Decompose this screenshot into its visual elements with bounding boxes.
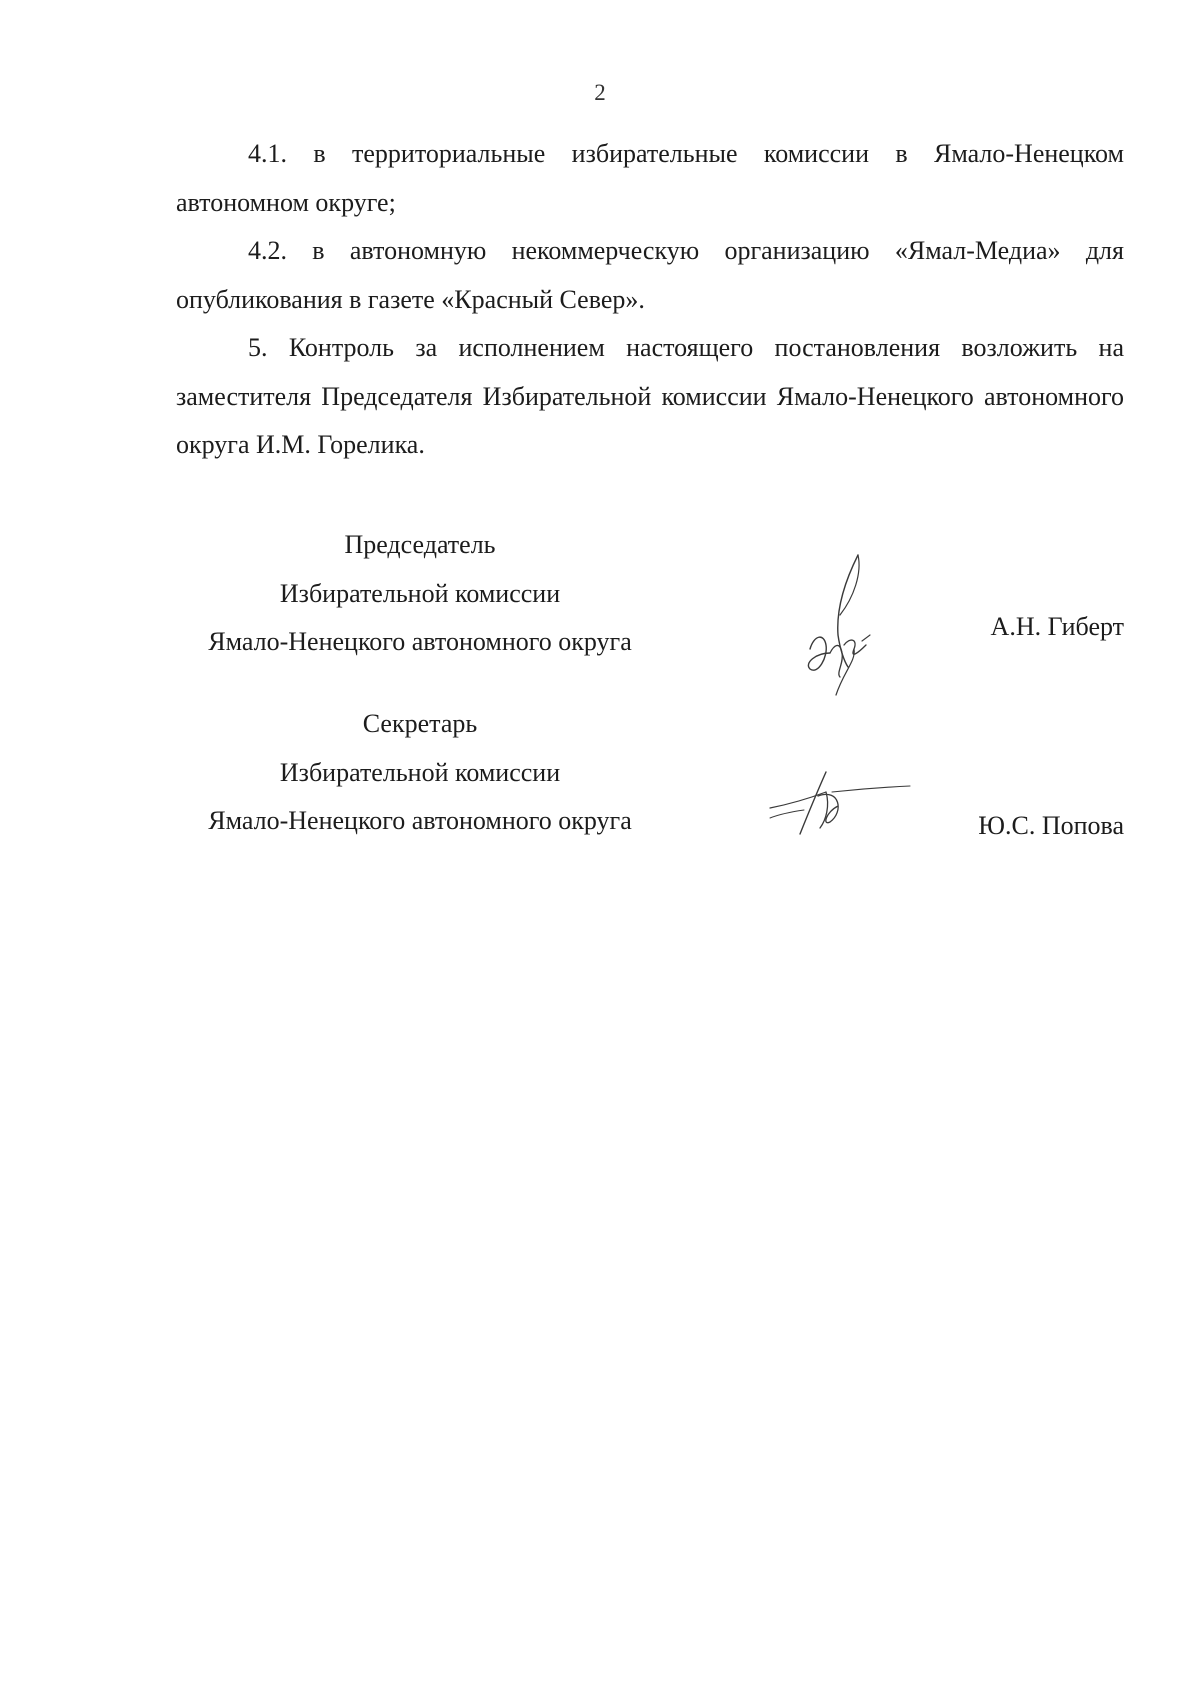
signatory-region: Ямало-Ненецкого автономного округа: [208, 627, 632, 656]
handwritten-signature-icon: [796, 549, 886, 699]
signatory-organization: Избирательной комиссии: [279, 578, 561, 608]
signature-block-chairman: [160, 521, 1160, 671]
signatory-title: [160, 700, 680, 846]
signatory-organization: Избирательной комиссии: [279, 757, 561, 787]
document-body: [176, 130, 1124, 470]
handwritten-signature-icon: [760, 762, 920, 842]
paragraph-5: 5. Контроль за исполнением настоящего постановления возложить на заместителя Председателя Избирательной комиссии Ямало-Ненецкого автономного округа И.М. Горелика.: [176, 333, 1124, 459]
signatory-position: Председатель: [344, 530, 496, 559]
signatory-position: Секретарь: [362, 709, 478, 738]
page-number: 2: [594, 80, 606, 105]
paragraph-4-2: 4.2. в автономную некоммерческую организацию «Ямал-Медиа» для опубликования в газете «Красный Север».: [176, 236, 1124, 314]
signature-block-secretary: [160, 700, 1160, 850]
signatory-title: [160, 521, 680, 667]
signatory-region: Ямало-Ненецкого автономного округа: [208, 806, 632, 835]
paragraph-4-1: 4.1. в территориальные избирательные комиссии в Ямало-Ненецком автономном округе;: [176, 139, 1124, 217]
signatory-name: А.Н. Гиберт: [990, 611, 1124, 641]
signatory-name: Ю.С. Попова: [978, 810, 1124, 840]
